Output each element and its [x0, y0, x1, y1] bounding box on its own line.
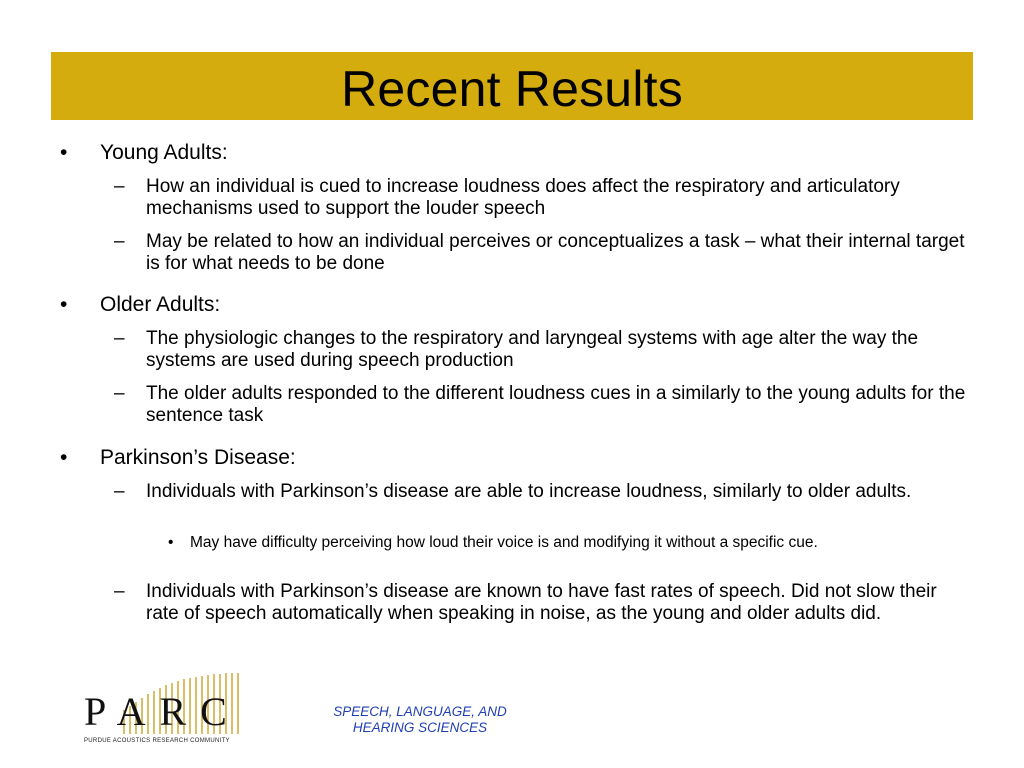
point-young-adults-1: – How an individual is cued to increase loudness does affect the respiratory and articulatory mechanisms used to support the louder speech [146, 176, 966, 220]
department-line-2: HEARING SCIENCES [352, 720, 488, 735]
title-bar [51, 52, 973, 120]
point-older-adults-2: – The older adults responded to the different loudness cues in a similarly to the young adults for the sentence task [146, 383, 966, 427]
department-name [300, 704, 540, 736]
logo-letters: PARC [84, 689, 241, 734]
point-parkinsons-1: – Individuals with Parkinson’s disease are able to increase loudness, similarly to older adults. [146, 481, 966, 503]
point-parkinsons-2: – Individuals with Parkinson’s disease are known to have fast rates of speech. Did not slow their rate of speech automatically when speaking in noise, as the young and older adults did. [146, 581, 966, 625]
point-young-adults-2: – May be related to how an individual perceives or conceptualizes a task – what their internal target is for what needs to be done [146, 231, 966, 275]
section-heading-parkinsons: • Parkinson’s Disease: [100, 446, 960, 470]
logo-subtitle: PURDUE ACOUSTICS RESEARCH COMMUNITY [84, 738, 230, 744]
section-heading-older-adults: • Older Adults: [100, 293, 960, 317]
slide-title: Recent Results [341, 61, 683, 117]
section-heading-young-adults: • Young Adults: [100, 141, 960, 165]
subpoint-parkinsons-1: • May have difficulty perceiving how loud their voice is and modifying it without a specific cue. [190, 534, 960, 552]
point-older-adults-1: – The physiologic changes to the respiratory and laryngeal systems with age alter the way the systems are used during speech production [146, 328, 966, 372]
parc-logo [84, 672, 244, 752]
department-line-1: SPEECH, LANGUAGE, AND [333, 704, 507, 719]
